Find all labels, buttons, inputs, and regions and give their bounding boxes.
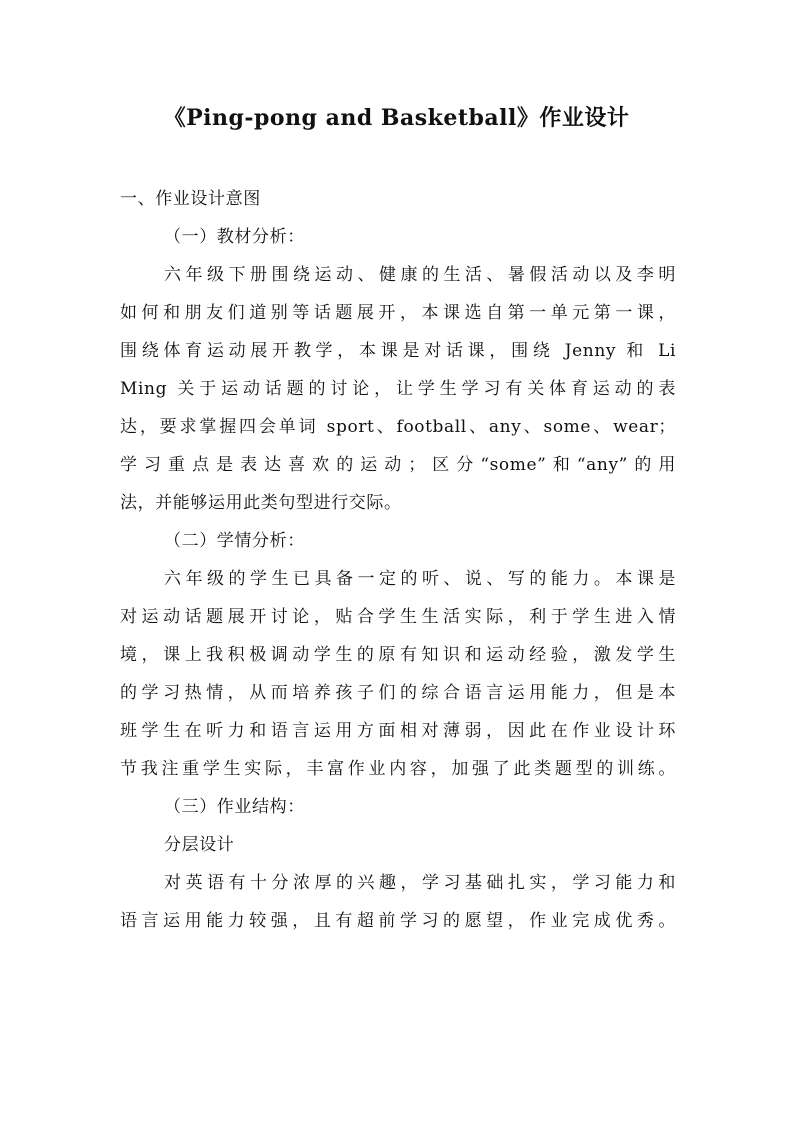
subsection-heading-homework-structure: （三）作业结构： [164,797,305,817]
paragraph-line: 六年级的学生已具备一定的听、说、写的能力。本课是 [164,569,676,589]
paragraph-line: 语言运用能力较强，且有超前学习的愿望，作业完成优秀。 [120,911,676,931]
document-title: 《Ping-pong and Basketball》作业设计 [163,105,630,131]
paragraph-line: 学习重点是表达喜欢的运动；区分“some”和“any”的用 [120,455,676,475]
document-body [120,180,676,940]
paragraph-line: 达，要求掌握四会单词 sport、football、any、some、wear； [120,417,676,437]
paragraph-line: Ming 关于运动话题的讨论，让学生学习有关体育运动的表 [120,379,676,399]
paragraph-line: 六年级下册围绕运动、健康的生活、暑假活动以及李明 [164,265,676,285]
subsection-heading-textbook-analysis: （一）教材分析： [164,227,305,247]
paragraph-line: 境，课上我积极调动学生的原有知识和运动经验，激发学生 [120,645,676,665]
paragraph-line: 如何和朋友们道别等话题展开，本课选自第一单元第一课， [120,303,676,323]
subsection-heading-learner-analysis: （二）学情分析： [164,531,305,551]
layer-design-heading: 分层设计 [164,835,235,855]
paragraph-line: 的学习热情，从而培养孩子们的综合语言运用能力，但是本 [120,683,676,703]
paragraph-line: 围绕体育运动展开教学，本课是对话课，围绕 Jenny 和 Li [120,341,676,361]
paragraph-line: 班学生在听力和语言运用方面相对薄弱，因此在作业设计环 [120,721,676,741]
paragraph-line: 对运动话题展开讨论，贴合学生生活实际，利于学生进入情 [120,607,676,627]
paragraph-line: 对英语有十分浓厚的兴趣，学习基础扎实，学习能力和 [164,873,676,893]
section-heading: 一、作业设计意图 [120,189,261,209]
paragraph-line: 节我注重学生实际，丰富作业内容，加强了此类题型的训练。 [120,759,676,779]
paragraph-line: 法，并能够运用此类句型进行交际。 [120,493,402,513]
